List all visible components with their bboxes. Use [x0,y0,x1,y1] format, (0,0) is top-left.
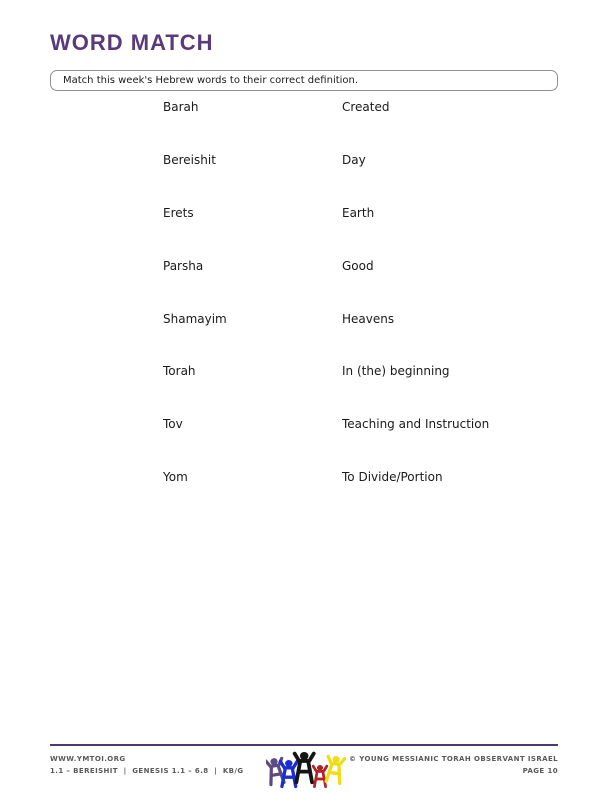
dancing-children-icon [266,747,346,791]
instruction-box [50,70,558,91]
footer-right [349,753,558,777]
match-row [163,312,572,365]
match-row [163,364,572,417]
definition: To Divide/Portion [342,470,443,485]
footer-lesson-info: 1.1 – BEREISHIT | GENESIS 1.1 – 6.8 | KB/G [50,767,244,775]
hebrew-word: Torah [163,364,196,379]
match-row [163,153,572,206]
footer-page-number: PAGE 10 [522,767,558,775]
hebrew-word: Yom [163,470,188,485]
definition: Day [342,152,366,167]
hebrew-word: Barah [163,100,199,114]
footer-divider [50,744,558,746]
footer-website: WWW.YMTOI.ORG [50,755,126,763]
definition: Earth [342,205,375,220]
ymtoi-logo [266,747,346,791]
definition: Teaching and Instruction [342,417,490,432]
hebrew-word: Parsha [163,258,204,273]
word-match-list [163,100,572,523]
match-row [163,259,572,312]
definition: In (the) beginning [342,364,450,379]
match-row [163,100,572,153]
definition: Good [342,258,374,273]
page-title: WORD MATCH [50,30,214,55]
definition: Created [342,100,390,114]
hebrew-word: Tov [163,417,183,432]
hebrew-word: Erets [163,205,194,220]
match-row [163,206,572,259]
match-row [163,417,572,470]
hebrew-word: Shamayim [163,311,227,326]
hebrew-word: Bereishit [163,152,216,167]
match-row [163,470,572,523]
footer-left [50,753,244,777]
instruction-text: Match this week's Hebrew words to their correct definition. [63,75,359,86]
footer-copyright: © YOUNG MESSIANIC TORAH OBSERVANT ISRAEL [349,755,558,763]
definition: Heavens [342,311,395,326]
